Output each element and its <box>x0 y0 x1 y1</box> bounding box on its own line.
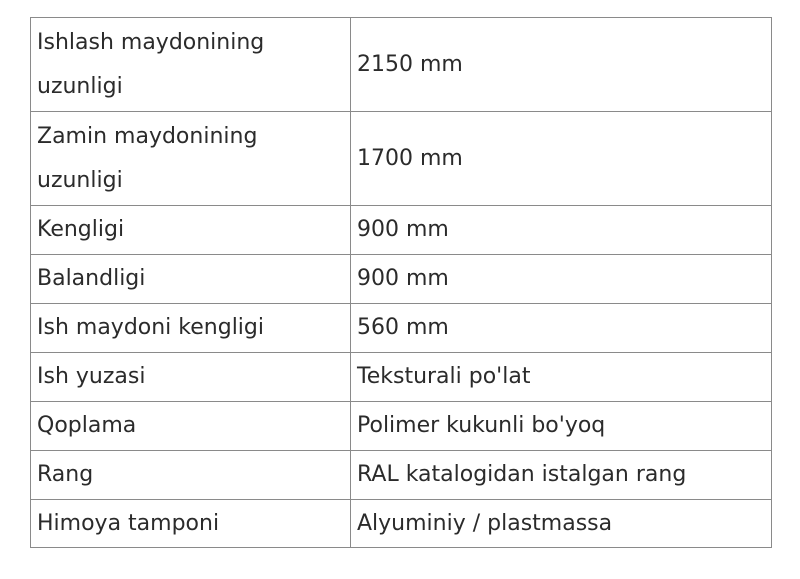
parameter-cell: Kengligi <box>31 206 351 255</box>
value-cell: 900 mm <box>351 206 772 255</box>
parameter-cell: Balandligi <box>31 255 351 304</box>
table-row <box>31 255 772 304</box>
value-cell: Teksturali po'lat <box>351 353 772 402</box>
value-cell: 2150 mm <box>351 18 772 112</box>
value-cell: Polimer kukunli bo'yoq <box>351 402 772 451</box>
table-row <box>31 451 772 500</box>
table-row <box>31 112 772 206</box>
value-cell: 560 mm <box>351 304 772 353</box>
parameter-cell: Himoya tamponi <box>31 500 351 548</box>
table-row <box>31 353 772 402</box>
parameter-cell: Rang <box>31 451 351 500</box>
parameter-cell: Ish yuzasi <box>31 353 351 402</box>
table-row <box>31 500 772 548</box>
parameter-cell: Ish maydoni kengligi <box>31 304 351 353</box>
value-cell: Alyuminiy / plastmassa <box>351 500 772 548</box>
value-cell: 900 mm <box>351 255 772 304</box>
parameter-cell: Qoplama <box>31 402 351 451</box>
value-cell: RAL katalogidan istalgan rang <box>351 451 772 500</box>
table-row <box>31 402 772 451</box>
table-row <box>31 304 772 353</box>
parameter-cell: Ishlash maydonining uzunligi <box>31 18 351 112</box>
table-row <box>31 18 772 112</box>
specifications-table <box>30 17 772 548</box>
value-cell: 1700 mm <box>351 112 772 206</box>
table-row <box>31 206 772 255</box>
parameter-cell: Zamin maydonining uzunligi <box>31 112 351 206</box>
